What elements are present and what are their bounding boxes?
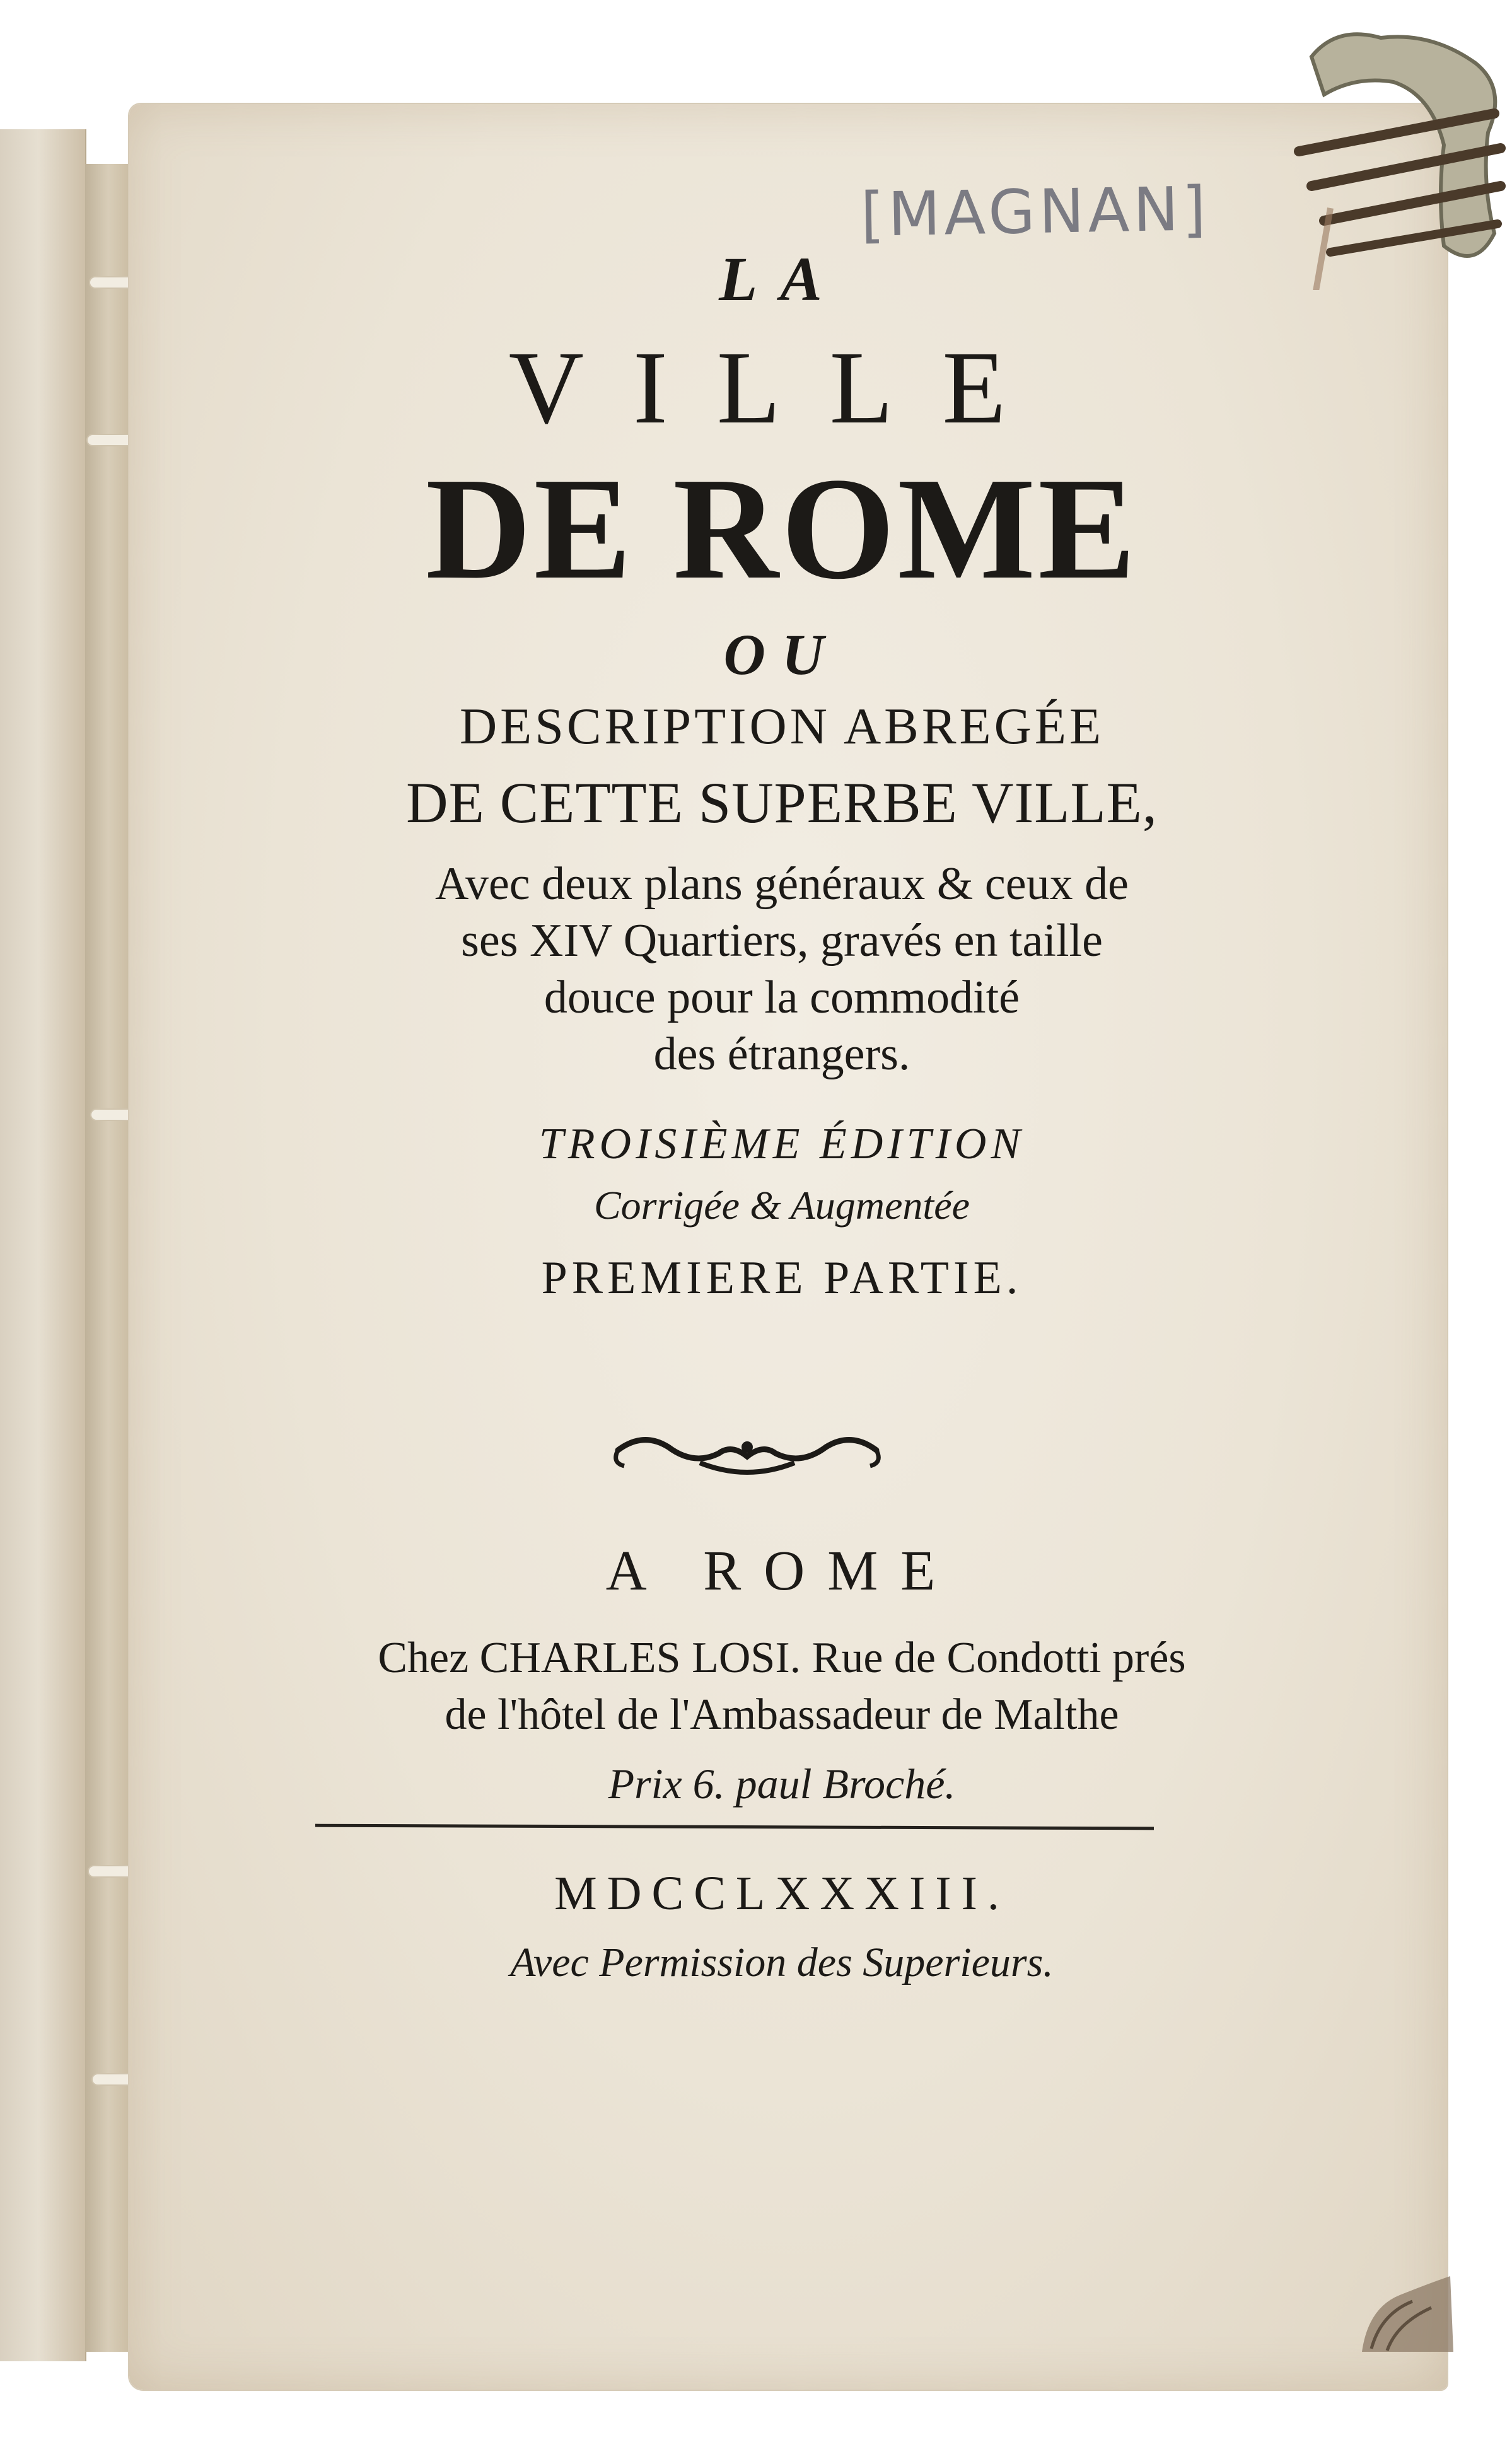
subtitle-line: Avec deux plans généraux & ceux de <box>435 858 1129 910</box>
subtitle-line: des étrangers. <box>653 1028 910 1080</box>
part-line: PREMIERE PARTIE. <box>541 1252 1023 1304</box>
price-line: Prix 6. paul Broché. <box>608 1760 956 1808</box>
subtitle-line: ses XIV Quartiers, gravés en taille <box>461 915 1103 967</box>
edition-line: TROISIÈME ÉDITION <box>538 1120 1025 1168</box>
worn-page-corner <box>1343 2270 1457 2358</box>
corrected-augmented-line: Corrigée & Augmentée <box>593 1183 970 1228</box>
printers-ornament-icon <box>605 1419 889 1488</box>
permission-line: Avec Permission des Superieurs. <box>510 1939 1054 1985</box>
title-line-ville: VILLE <box>508 330 1055 445</box>
publisher-address-line: de l'hôtel de l'Ambassadeur de Malthe <box>445 1690 1119 1739</box>
publication-year: MDCCLXXXIII. <box>554 1867 1009 1920</box>
left-page-edge <box>0 129 86 2361</box>
publisher-line: Chez CHARLES LOSI. Rue de Condotti prés <box>378 1634 1186 1682</box>
imprint-place: A ROME <box>605 1540 958 1602</box>
title-line-ou: OU <box>723 622 840 687</box>
title-line-superbe-ville: DE CETTE SUPERBE VILLE, <box>406 770 1158 835</box>
title-line-description: DESCRIPTION ABREGÉE <box>459 697 1105 755</box>
title-line-de-rome: DE ROME <box>426 448 1138 610</box>
title-line-la: LA <box>719 244 845 314</box>
handwritten-author-note: [MAGNAN] <box>860 173 1211 250</box>
subtitle-line: douce pour la commodité <box>544 972 1020 1023</box>
